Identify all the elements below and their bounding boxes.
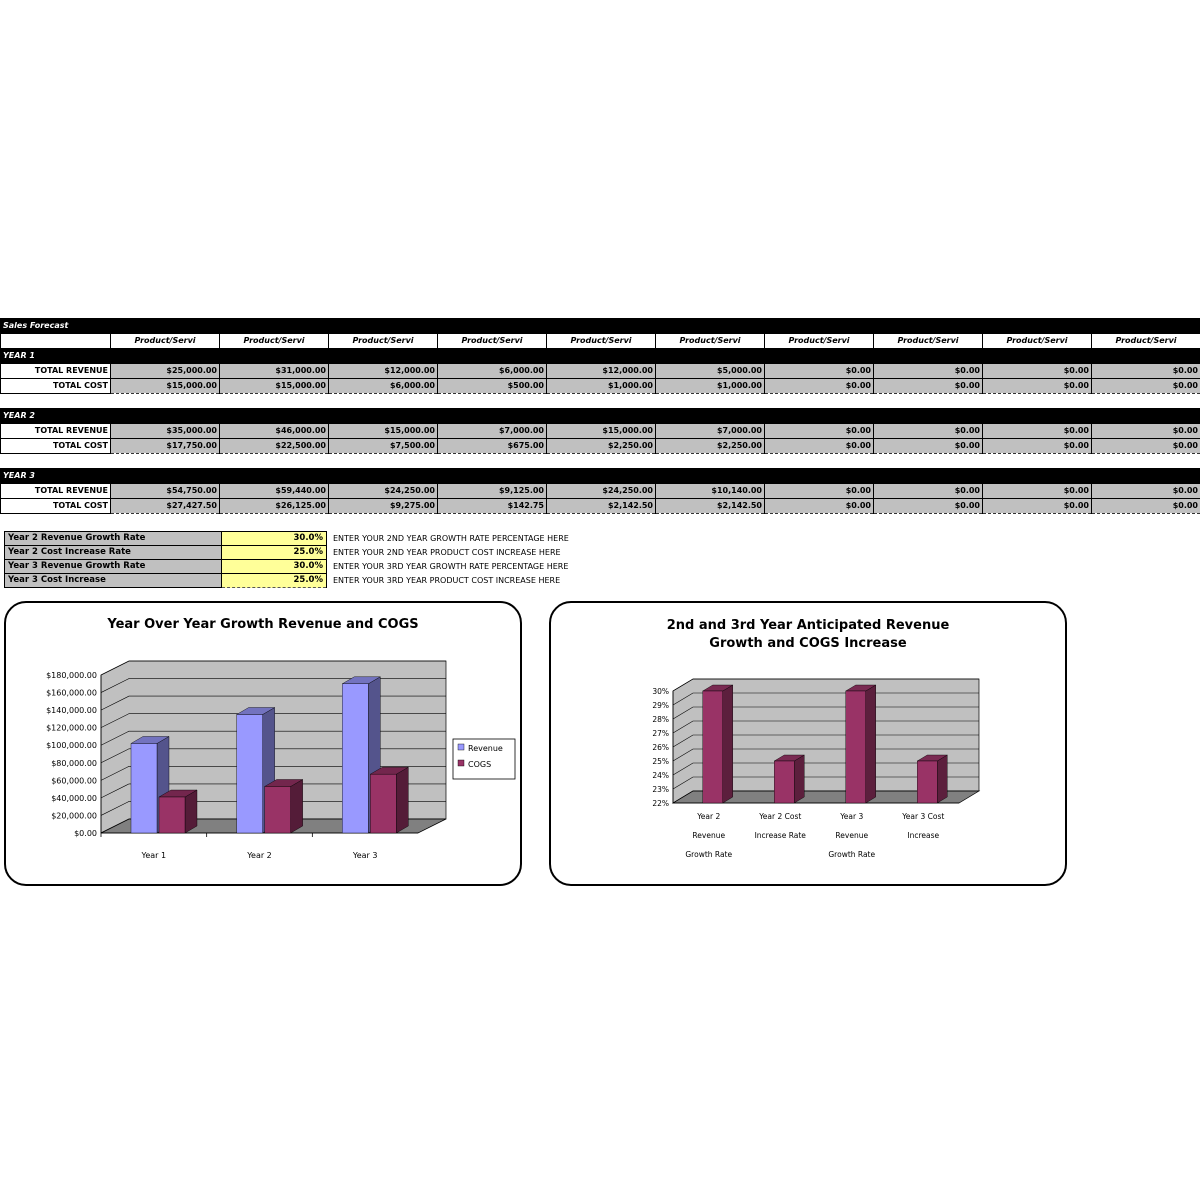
cost-cell[interactable]: $0.00 [1092,499,1200,514]
header-fill [656,409,765,424]
year-header-row [1,409,1200,424]
header-fill [111,409,220,424]
blank-cell [547,454,656,469]
blank-cell [220,394,329,409]
cost-cell[interactable]: $2,142.50 [656,499,765,514]
header-fill [765,349,874,364]
year-revenue-row [1,364,1200,379]
revenue-cell[interactable]: $0.00 [874,484,983,499]
cost-cell[interactable]: $0.00 [983,439,1092,454]
x-tick-label: Revenue [692,831,726,840]
x-tick-label: Year 3 [840,812,864,821]
revenue-cell[interactable]: $24,250.00 [547,484,656,499]
cost-cell[interactable]: $2,250.00 [547,439,656,454]
header-fill [1092,319,1200,334]
rate-input[interactable]: 25.0% [222,574,327,588]
header-fill [656,319,765,334]
revenue-cell[interactable]: $24,250.00 [329,484,438,499]
x-tick-label: Increase Rate [754,831,806,840]
rate-input[interactable]: 30.0% [222,560,327,574]
header-fill [329,319,438,334]
y-tick-label: $40,000.00 [51,793,97,803]
year-header-row [1,349,1200,364]
year-label: YEAR 1 [1,349,111,364]
y-tick-label: 29% [652,701,669,710]
header-fill [1092,349,1200,364]
rate-bar-side [794,755,804,803]
cost-cell[interactable]: $0.00 [874,379,983,394]
y-tick-label: 25% [652,757,669,766]
rate-input[interactable]: 25.0% [222,546,327,560]
y-tick-label: $180,000.00 [46,671,97,680]
rate-row [5,546,573,560]
year-cost-row [1,499,1200,514]
header-fill [329,349,438,364]
header-fill [547,409,656,424]
rate-bar [774,761,794,803]
y-tick-label: 26% [652,743,669,752]
rates-chart-title: 2nd and 3rd Year Anticipated Revenue Growth and COGS Increase [666,618,950,651]
cost-cell[interactable]: $142.75 [438,499,547,514]
rate-bar-side [937,755,947,803]
legend-swatch [458,760,464,766]
blank-cell [1092,394,1200,409]
y-tick-label: $100,000.00 [46,741,97,751]
column-header[interactable]: Product/Servi [329,334,438,349]
revenue-cell[interactable]: $59,440.00 [220,484,329,499]
rate-note: ENTER YOUR 3RD YEAR PRODUCT COST INCREASE HERE [333,576,561,585]
header-fill [874,409,983,424]
cost-cell[interactable]: $15,000.00 [220,379,329,394]
header-fill [547,349,656,364]
column-header[interactable]: Product/Servi [656,334,765,349]
y-tick-label: 30% [652,687,669,696]
header-fill [438,319,547,334]
header-fill [329,469,438,484]
revenue-cell[interactable]: $0.00 [874,364,983,379]
yoy-chart-title: Year Over Year Growth Revenue and COGS [107,617,419,632]
header-fill [220,349,329,364]
cogs-bar [265,786,291,833]
year-label: YEAR 2 [1,409,111,424]
cost-cell[interactable]: $7,500.00 [329,439,438,454]
x-tick-label: Year 3 [352,851,378,860]
year-label: YEAR 3 [1,469,111,484]
revenue-cell[interactable]: $15,000.00 [329,424,438,439]
year-cost-row [1,379,1200,394]
header-fill [765,469,874,484]
blank-cell [111,394,220,409]
header-fill [111,349,220,364]
y-tick-label: $160,000.00 [46,688,97,698]
rate-row [5,574,573,588]
header-fill [1092,469,1200,484]
header-fill [983,349,1092,364]
cost-cell[interactable]: $500.00 [438,379,547,394]
year-header-row [1,469,1200,484]
revenue-label: TOTAL REVENUE [1,424,111,439]
revenue-cell[interactable]: $10,140.00 [656,484,765,499]
blank-cell [1,394,111,409]
x-tick-label: Year 1 [141,851,167,860]
cost-cell[interactable]: $22,500.00 [220,439,329,454]
revenue-cell[interactable]: $31,000.00 [220,364,329,379]
header-fill [874,349,983,364]
revenue-cell[interactable]: $0.00 [765,424,874,439]
column-header[interactable]: Product/Servi [111,334,220,349]
x-tick-label: Growth Rate [828,850,876,859]
header-fill [111,319,220,334]
column-header[interactable]: Product/Servi [874,334,983,349]
revenue-bar [237,715,263,834]
corner-cell [1,334,111,349]
header-fill [547,469,656,484]
cost-label: TOTAL COST [1,499,111,514]
x-tick-label: Growth Rate [685,850,733,859]
header-fill [765,409,874,424]
year-revenue-row [1,424,1200,439]
cost-cell[interactable]: $0.00 [1092,439,1200,454]
rate-label: Year 2 Cost Increase Rate [5,546,222,560]
revenue-cell[interactable]: $7,000.00 [656,424,765,439]
blank-cell [438,394,547,409]
spacer-row [1,454,1200,469]
sheet-title: Sales Forecast [1,319,111,334]
revenue-cell[interactable]: $0.00 [765,484,874,499]
x-tick-label: Year 2 Cost [759,812,802,821]
header-fill [1092,409,1200,424]
cost-cell[interactable]: $0.00 [983,379,1092,394]
header-fill [220,469,329,484]
y-tick-label: 22% [652,799,669,808]
header-fill [656,469,765,484]
cogs-bar-side [185,790,197,833]
rate-note: ENTER YOUR 2ND YEAR PRODUCT COST INCREASE HERE [333,548,561,557]
header-fill [547,319,656,334]
y-tick-label: 23% [652,785,669,794]
rate-note: ENTER YOUR 3RD YEAR GROWTH RATE PERCENTAGE HERE [333,562,569,571]
x-tick-label: Revenue [835,831,869,840]
cost-cell[interactable]: $2,250.00 [656,439,765,454]
cost-cell[interactable]: $9,275.00 [329,499,438,514]
legend-label: Revenue [468,744,503,753]
blank-cell [765,394,874,409]
rate-bar [917,761,937,803]
y-tick-label: 27% [652,729,669,738]
column-header[interactable]: Product/Servi [983,334,1092,349]
y-tick-label: $80,000.00 [51,758,97,768]
header-fill [983,409,1092,424]
revenue-cell[interactable]: $35,000.00 [111,424,220,439]
blank-cell [874,454,983,469]
rate-row [5,560,573,574]
cogs-bar [370,774,396,833]
rate-label: Year 3 Revenue Growth Rate [5,560,222,574]
rate-label: Year 2 Revenue Growth Rate [5,532,222,546]
legend-swatch [458,744,464,750]
y-tick-label: $60,000.00 [51,776,97,786]
blank-cell [983,394,1092,409]
y-tick-label: $120,000.00 [46,723,97,733]
year-cost-row [1,439,1200,454]
header-fill [656,349,765,364]
column-header[interactable]: Product/Servi [1092,334,1200,349]
rates-chart-panel [549,601,1067,886]
rate-input[interactable]: 30.0% [222,532,327,546]
legend-label: COGS [468,760,492,769]
revenue-cell[interactable]: $9,125.00 [438,484,547,499]
cost-label: TOTAL COST [1,439,111,454]
cost-cell[interactable]: $6,000.00 [329,379,438,394]
rate-label: Year 3 Cost Increase [5,574,222,588]
blank-cell [329,454,438,469]
cogs-bar-side [291,779,303,833]
header-fill [438,409,547,424]
rate-bar-side [866,685,876,803]
cost-cell[interactable]: $0.00 [1092,379,1200,394]
yoy-chart [6,603,520,884]
x-tick-label: Year 2 [247,851,272,860]
header-fill [329,409,438,424]
header-fill [874,319,983,334]
revenue-cell[interactable]: $0.00 [1092,484,1200,499]
revenue-cell[interactable]: $0.00 [1092,364,1200,379]
cost-label: TOTAL COST [1,379,111,394]
spacer-row [1,394,1200,409]
y-tick-label: 28% [652,715,669,724]
forecast-table [0,318,1200,514]
header-fill [983,469,1092,484]
revenue-cell[interactable]: $0.00 [983,484,1092,499]
revenue-cell[interactable]: $0.00 [1092,424,1200,439]
blank-cell [656,454,765,469]
revenue-cell[interactable]: $6,000.00 [438,364,547,379]
y-tick-label: 24% [652,771,669,780]
revenue-bar [342,684,368,833]
revenue-cell[interactable]: $12,000.00 [329,364,438,379]
header-fill [765,319,874,334]
rates-chart [551,603,1065,884]
chart-legend [453,739,515,779]
yoy-chart-panel [4,601,522,886]
y-tick-label: $20,000.00 [51,811,97,821]
blank-cell [1,454,111,469]
y-tick-label: $0.00 [74,829,97,838]
column-header[interactable]: Product/Servi [765,334,874,349]
x-tick-label: Year 3 Cost [902,812,945,821]
cost-cell[interactable]: $2,142.50 [547,499,656,514]
header-fill [220,409,329,424]
revenue-cell[interactable]: $46,000.00 [220,424,329,439]
cost-cell[interactable]: $0.00 [765,439,874,454]
column-header[interactable]: Product/Servi [220,334,329,349]
cost-cell[interactable]: $0.00 [765,379,874,394]
blank-cell [111,454,220,469]
blank-cell [983,454,1092,469]
revenue-cell[interactable]: $5,000.00 [656,364,765,379]
blank-cell [874,394,983,409]
header-fill [983,319,1092,334]
sheet-title-row [1,319,1200,334]
revenue-label: TOTAL REVENUE [1,364,111,379]
header-fill [438,469,547,484]
x-tick-label: Year 2 [697,812,721,821]
revenue-label: TOTAL REVENUE [1,484,111,499]
rate-note: ENTER YOUR 2ND YEAR GROWTH RATE PERCENTAGE HERE [333,534,569,543]
column-header[interactable]: Product/Servi [547,334,656,349]
rate-bar-side [723,685,733,803]
rate-bar [846,691,866,803]
column-header-row [1,334,1200,349]
revenue-cell[interactable]: $0.00 [983,424,1092,439]
x-tick-label: Increase [907,831,940,840]
revenue-cell[interactable]: $0.00 [765,364,874,379]
revenue-cell[interactable]: $54,750.00 [111,484,220,499]
revenue-bar [131,743,157,833]
revenue-cell[interactable]: $25,000.00 [111,364,220,379]
cost-cell[interactable]: $26,125.00 [220,499,329,514]
blank-cell [329,394,438,409]
header-fill [874,469,983,484]
blank-cell [438,454,547,469]
cost-cell[interactable]: $15,000.00 [111,379,220,394]
blank-cell [656,394,765,409]
revenue-cell[interactable]: $15,000.00 [547,424,656,439]
cost-cell[interactable]: $0.00 [874,439,983,454]
cogs-bar-side [396,767,408,833]
header-fill [220,319,329,334]
cost-cell[interactable]: $1,000.00 [547,379,656,394]
blank-cell [220,454,329,469]
cost-cell[interactable]: $675.00 [438,439,547,454]
cost-cell[interactable]: $1,000.00 [656,379,765,394]
year-revenue-row [1,484,1200,499]
blank-cell [1092,454,1200,469]
column-header[interactable]: Product/Servi [438,334,547,349]
rate-bar [703,691,723,803]
growth-rates-table [4,531,573,588]
cost-cell[interactable]: $0.00 [983,499,1092,514]
y-tick-label: $140,000.00 [46,706,97,716]
cogs-bar [159,797,185,833]
header-fill [438,349,547,364]
revenue-cell[interactable]: $12,000.00 [547,364,656,379]
revenue-cell[interactable]: $0.00 [874,424,983,439]
revenue-cell[interactable]: $7,000.00 [438,424,547,439]
cost-cell[interactable]: $0.00 [765,499,874,514]
revenue-cell[interactable]: $0.00 [983,364,1092,379]
cost-cell[interactable]: $27,427.50 [111,499,220,514]
rate-row [5,532,573,546]
blank-cell [765,454,874,469]
blank-cell [547,394,656,409]
cost-cell[interactable]: $0.00 [874,499,983,514]
cost-cell[interactable]: $17,750.00 [111,439,220,454]
header-fill [111,469,220,484]
